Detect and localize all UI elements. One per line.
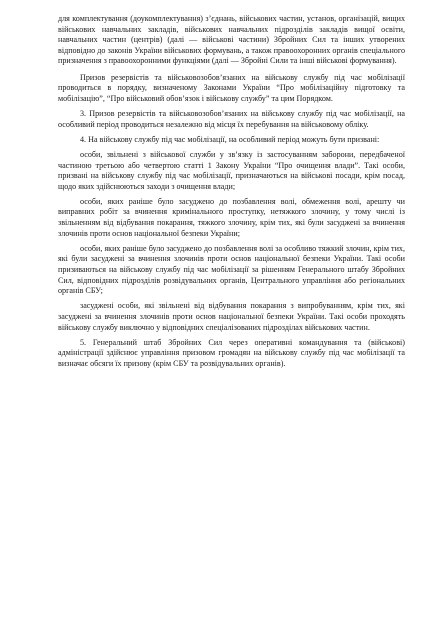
list-item-probation: засуджені особи, які звільнені від відбування покарання з випробуванням, крім тих, які засуджені за вчинення злочинів проти основ національної безпеки України. Такі особи проходять військову службу виключно у відповідних спеціалізованих підрозділах військових частин. bbox=[58, 301, 405, 332]
list-item-convicted-minor: особи, яких раніше було засуджено до позбавлення волі, обмеження волі, арешту чи виправних робіт за вчинення кримінального проступку, нетяжкого злочину, у тому числі із звільненням від відбування покарання, тяжкого злочину, крім тих, які були засуджені за вчинення злочинів проти основ національної безпеки України; bbox=[58, 196, 405, 238]
list-item-convicted-grave: особи, яких раніше було засуджено до позбавлення волі за особливо тяжкий злочин, крім тих, які були засуджені за вчинення злочинів проти основ національної безпеки України. Такі особи призиваються на військову службу під час мобілізації за рішенням Генерального штабу Збройних Сил, відповідних підрозділів розвідувальних органів, Центрального управління або регіональних органів СБУ; bbox=[58, 243, 405, 296]
paragraph-3: 3. Призов резервістів та військовозобов’язаних на військову службу під час мобілізації, на особливий період проводиться незалежно від місця їх перебування на військовому обліку. bbox=[58, 108, 405, 129]
list-item-lustration: особи, звільнені з військової служби у зв’язку із застосуванням заборони, передбаченої частиною третьою або четвертою статті 1 Закону України “Про очищення влади”. Такі особи, призвані на військову службу під час мобілізації, призначаються на військові посади, крім посад, щодо яких здійснюються заходи з очищення влади; bbox=[58, 149, 405, 191]
paragraph-conscription-procedure: Призов резервістів та військовозобов’язаних на військову службу під час мобілізації проводиться в порядку, визначеному Законами України “Про мобілізаційну підготовку та мобілізацію”, “Про військовий обов’язок і військову службу” та цим Порядком. bbox=[58, 72, 405, 103]
paragraph-4: 4. На військову службу під час мобілізації, на особливий період можуть бути призвані: bbox=[80, 134, 380, 144]
paragraph-5: 5. Генеральний штаб Збройних Сил через оперативні командування та (військові) адміністрації здійснює управління призовом громадян на військову службу під час мобілізації та визначає обсяги їх призову (крім СБУ та розвідувальних органів). bbox=[58, 337, 405, 368]
paragraph-continuation: для комплектування (доукомплектування) з’єднань, військових частин, установ, організацій, вищих військових навчальних закладів, військових навчальних підрозділів закладів вищої освіти, навчальних частин (центрів) (далі — військові частини) Збройних Сил та інших утворених відповідно до законів України військових формувань, а також правоохоронних органів спеціального призначення з правоохоронними функціями (далі — Збройні Сили та інші військові формування). bbox=[58, 14, 405, 66]
